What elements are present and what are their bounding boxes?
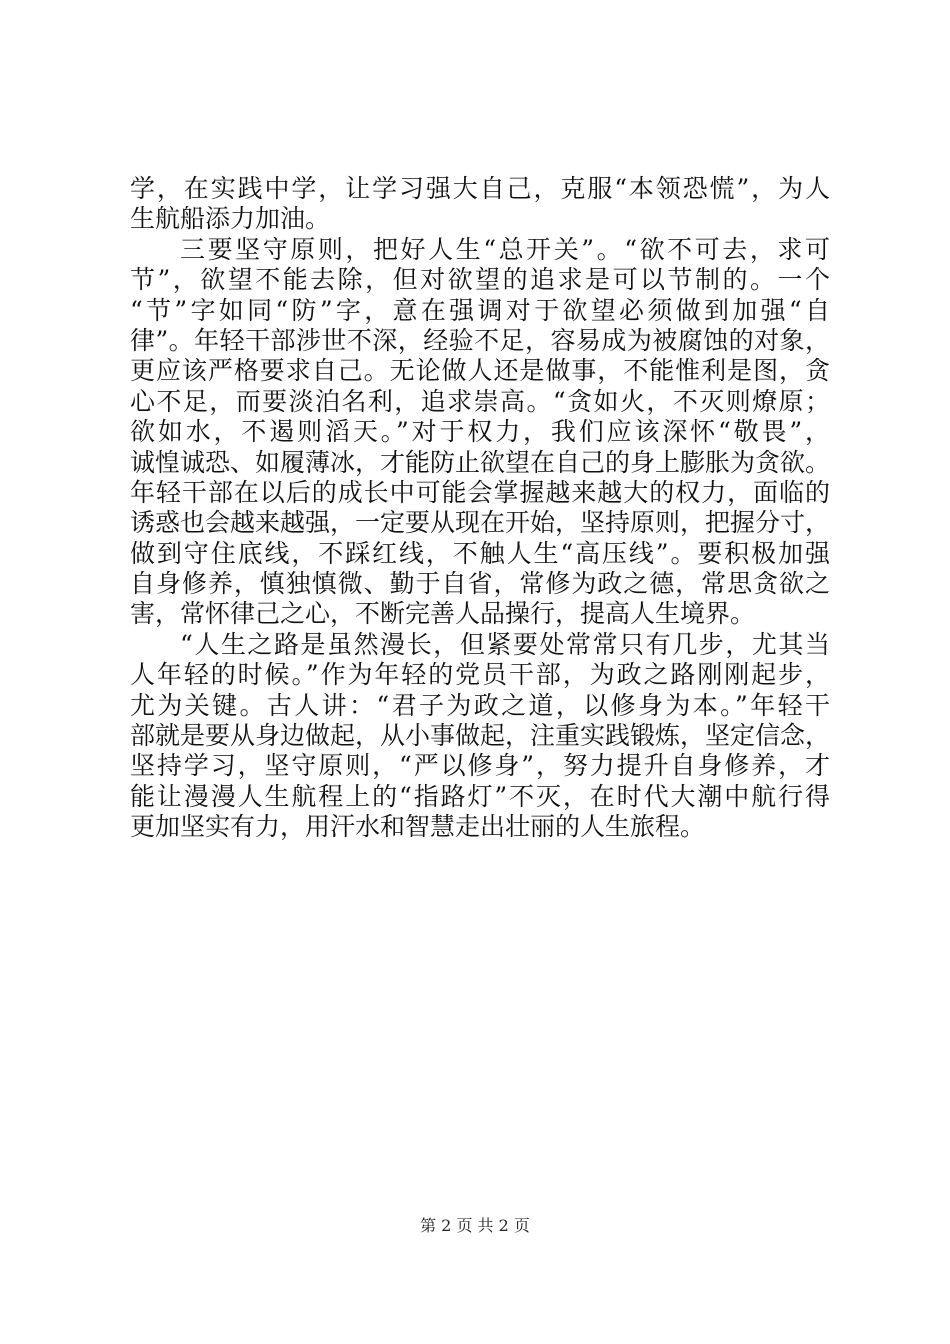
text-line: 害，常怀律己之心，不断完善人品操行，提高人生境界。	[130, 599, 756, 629]
text-line: 做到守住底线，不踩红线，不触人生“高压线”。要积极加强	[130, 538, 830, 568]
text-line: 尤为关键。古人讲：“君子为政之道，以修身为本。”年轻干	[130, 690, 830, 720]
text-line: 节”，欲望不能去除，但对欲望的追求是可以节制的。一个	[130, 265, 830, 295]
text-line: 律”。年轻干部涉世不深，经验不足，容易成为被腐蚀的对象，	[130, 325, 830, 355]
text-line: 自身修养，慎独慎微、勤于自省，常修为政之德，常思贪欲之	[130, 569, 830, 599]
page-footer	[0, 1216, 950, 1236]
page-number-label: 第 2 页 共 2 页	[420, 1216, 530, 1235]
text-line: 心不足，而要淡泊名利，追求崇高。“贪如火，不灭则燎原；	[130, 386, 830, 416]
text-line: 诱惑也会越来越强，一定要从现在开始，坚持原则，把握分寸，	[130, 508, 831, 538]
paragraph-start-line: “人生之路是虽然漫长，但紧要处常常只有几步，尤其当	[180, 629, 830, 659]
text-line: 坚持学习，坚守原则，“严以修身”，努力提升自身修养，才	[130, 751, 830, 781]
text-line: 生航船添力加油。	[130, 204, 331, 234]
text-line: 更加坚实有力，用汗水和智慧走出壮丽的人生旅程。	[130, 812, 706, 842]
text-line: 年轻干部在以后的成长中可能会掌握越来越大的权力，面临的	[130, 477, 830, 507]
paragraph-start-line: 三要坚守原则，把好人生“总开关”。“欲不可去，求可	[180, 234, 830, 264]
text-line: 能让漫漫人生航程上的“指路灯”不灭，在时代大潮中航行得	[130, 781, 830, 811]
text-line: 诚惶诚恐、如履薄冰，才能防止欲望在自己的身上膨胀为贪欲。	[130, 447, 831, 477]
text-line: 部就是要从身边做起，从小事做起，注重实践锻炼，坚定信念，	[130, 721, 831, 751]
text-line: 人年轻的时候。”作为年轻的党员干部，为政之路刚刚起步，	[130, 660, 830, 690]
text-line: 更应该严格要求自己。无论做人还是做事，不能惟利是图，贪	[130, 356, 830, 386]
text-line: 欲如水，不遏则滔天。”对于权力，我们应该深怀“敬畏”，	[130, 417, 830, 447]
body-text	[130, 174, 830, 843]
text-line: 学，在实践中学，让学习强大自己，克服“本领恐慌”，为人	[130, 174, 830, 203]
text-line: “节”字如同“防”字，意在强调对于欲望必须做到加强“自	[130, 295, 830, 325]
